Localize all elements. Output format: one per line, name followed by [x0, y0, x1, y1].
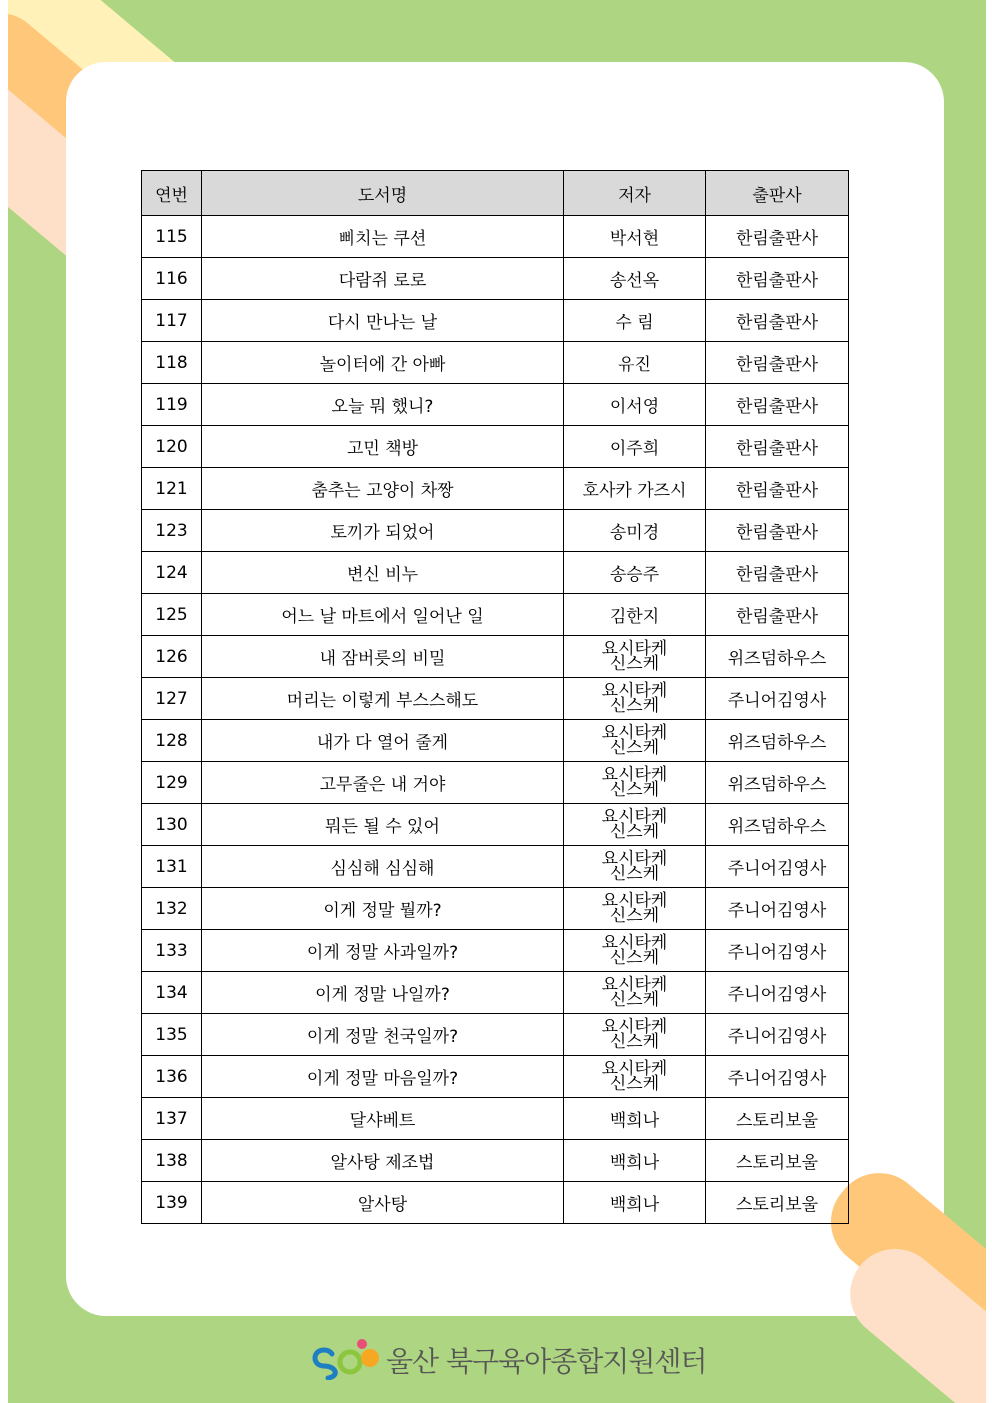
- table-row: [142, 720, 849, 762]
- cell-author: [564, 636, 706, 678]
- cell-publisher: 주니어김영사: [706, 972, 849, 1014]
- cell-author: 송승주: [564, 552, 706, 594]
- cell-title: 다람쥐 로로: [202, 258, 564, 300]
- cell-author: 백희나: [564, 1182, 706, 1224]
- cell-title: 내가 다 열어 줄게: [202, 720, 564, 762]
- cell-no: 134: [142, 972, 202, 1014]
- cell-no: 127: [142, 678, 202, 720]
- author-two-line: 요시타케 신스케: [601, 1058, 668, 1094]
- table-row: [142, 1140, 849, 1182]
- cell-publisher: 주니어김영사: [706, 1056, 849, 1098]
- cell-no: 117: [142, 300, 202, 342]
- table-row: [142, 216, 849, 258]
- table-row: [142, 972, 849, 1014]
- cell-publisher: 위즈덤하우스: [706, 720, 849, 762]
- cell-author: [564, 1014, 706, 1056]
- author-two-line: 요시타케 신스케: [601, 1016, 668, 1052]
- cell-publisher: 주니어김영사: [706, 1014, 849, 1056]
- cell-publisher: 한림출판사: [706, 552, 849, 594]
- cell-no: 130: [142, 804, 202, 846]
- header-publisher: 출판사: [706, 171, 849, 216]
- table-row: [142, 510, 849, 552]
- book-list-table: [141, 170, 849, 1224]
- table-row: [142, 468, 849, 510]
- cell-publisher: 스토리보울: [706, 1140, 849, 1182]
- footer: [0, 1330, 992, 1390]
- cell-no: 119: [142, 384, 202, 426]
- cell-publisher: 위즈덤하우스: [706, 762, 849, 804]
- author-two-line: 요시타케 신스케: [601, 848, 668, 884]
- author-two-line: 요시타케 신스케: [601, 932, 668, 968]
- table-body: [142, 216, 849, 1224]
- cell-title: 이게 정말 나일까?: [202, 972, 564, 1014]
- cell-author: 박서현: [564, 216, 706, 258]
- cell-publisher: 주니어김영사: [706, 930, 849, 972]
- table-row: [142, 930, 849, 972]
- cell-publisher: 한림출판사: [706, 510, 849, 552]
- cell-title: 뭐든 될 수 있어: [202, 804, 564, 846]
- cell-title: 놀이터에 간 아빠: [202, 342, 564, 384]
- table-row: [142, 1098, 849, 1140]
- table-row: [142, 804, 849, 846]
- cell-author: [564, 930, 706, 972]
- cell-publisher: 주니어김영사: [706, 888, 849, 930]
- cell-publisher: 한림출판사: [706, 426, 849, 468]
- cell-no: 128: [142, 720, 202, 762]
- cell-title: 고민 책방: [202, 426, 564, 468]
- cell-title: 달샤베트: [202, 1098, 564, 1140]
- cell-title: 알사탕: [202, 1182, 564, 1224]
- cell-publisher: 스토리보울: [706, 1098, 849, 1140]
- cell-no: 124: [142, 552, 202, 594]
- cell-author: 송미경: [564, 510, 706, 552]
- table-row: [142, 1056, 849, 1098]
- author-two-line: 요시타케 신스케: [601, 890, 668, 926]
- cell-publisher: 한림출판사: [706, 258, 849, 300]
- table-row: [142, 678, 849, 720]
- cell-publisher: 위즈덤하우스: [706, 804, 849, 846]
- cell-author: [564, 720, 706, 762]
- cell-no: 136: [142, 1056, 202, 1098]
- cell-no: 123: [142, 510, 202, 552]
- cell-title: 이게 정말 사과일까?: [202, 930, 564, 972]
- cell-no: 126: [142, 636, 202, 678]
- cell-publisher: 주니어김영사: [706, 846, 849, 888]
- cell-publisher: 한림출판사: [706, 300, 849, 342]
- cell-no: 118: [142, 342, 202, 384]
- author-two-line: 요시타케 신스케: [601, 764, 668, 800]
- cell-author: 송선옥: [564, 258, 706, 300]
- center-logo-icon: [310, 1336, 382, 1380]
- cell-no: 115: [142, 216, 202, 258]
- cell-title: 춤추는 고양이 차짱: [202, 468, 564, 510]
- cell-title: 이게 정말 마음일까?: [202, 1056, 564, 1098]
- cell-no: 116: [142, 258, 202, 300]
- table-row: [142, 594, 849, 636]
- cell-title: 삐치는 쿠션: [202, 216, 564, 258]
- cell-no: 139: [142, 1182, 202, 1224]
- cell-title: 오늘 뭐 했니?: [202, 384, 564, 426]
- cell-author: [564, 888, 706, 930]
- cell-no: 129: [142, 762, 202, 804]
- table-row: [142, 1014, 849, 1056]
- header-no: 연번: [142, 171, 202, 216]
- cell-title: 토끼가 되었어: [202, 510, 564, 552]
- table-row: [142, 342, 849, 384]
- author-two-line: 요시타케 신스케: [601, 722, 668, 758]
- cell-author: [564, 678, 706, 720]
- cell-publisher: 한림출판사: [706, 468, 849, 510]
- cell-title: 어느 날 마트에서 일어난 일: [202, 594, 564, 636]
- cell-author: 김한지: [564, 594, 706, 636]
- org-name: 울산 북구육아종합지원센터: [386, 1345, 707, 1378]
- header-author: 저자: [564, 171, 706, 216]
- cell-no: 121: [142, 468, 202, 510]
- cell-author: [564, 804, 706, 846]
- cell-no: 137: [142, 1098, 202, 1140]
- cell-author: [564, 1056, 706, 1098]
- cell-author: [564, 846, 706, 888]
- cell-title: 심심해 심심해: [202, 846, 564, 888]
- cell-publisher: 주니어김영사: [706, 678, 849, 720]
- cell-title: 이게 정말 천국일까?: [202, 1014, 564, 1056]
- cell-publisher: 스토리보울: [706, 1182, 849, 1224]
- table-row: [142, 300, 849, 342]
- cell-author: 백희나: [564, 1098, 706, 1140]
- cell-author: 이주희: [564, 426, 706, 468]
- cell-no: 131: [142, 846, 202, 888]
- cell-title: 다시 만나는 날: [202, 300, 564, 342]
- cell-title: 내 잠버릇의 비밀: [202, 636, 564, 678]
- cell-no: 120: [142, 426, 202, 468]
- cell-no: 133: [142, 930, 202, 972]
- cell-publisher: 한림출판사: [706, 384, 849, 426]
- cell-author: 호사카 가즈시: [564, 468, 706, 510]
- cell-publisher: 한림출판사: [706, 342, 849, 384]
- cell-title: 변신 비누: [202, 552, 564, 594]
- table-row: [142, 426, 849, 468]
- table-row: [142, 888, 849, 930]
- cell-no: 135: [142, 1014, 202, 1056]
- cell-no: 132: [142, 888, 202, 930]
- cell-author: 백희나: [564, 1140, 706, 1182]
- author-two-line: 요시타케 신스케: [601, 974, 668, 1010]
- table-row: [142, 552, 849, 594]
- table-row: [142, 1182, 849, 1224]
- cell-publisher: 위즈덤하우스: [706, 636, 849, 678]
- cell-title: 이게 정말 뭘까?: [202, 888, 564, 930]
- cell-title: 고무줄은 내 거야: [202, 762, 564, 804]
- cell-title: 알사탕 제조법: [202, 1140, 564, 1182]
- table-row: [142, 846, 849, 888]
- author-two-line: 요시타케 신스케: [601, 806, 668, 842]
- table-row: [142, 636, 849, 678]
- cell-no: 138: [142, 1140, 202, 1182]
- table-row: [142, 762, 849, 804]
- cell-author: [564, 972, 706, 1014]
- cell-title: 머리는 이렇게 부스스해도: [202, 678, 564, 720]
- cell-author: [564, 762, 706, 804]
- header-title: 도서명: [202, 171, 564, 216]
- table-row: [142, 258, 849, 300]
- cell-no: 125: [142, 594, 202, 636]
- cell-author: 이서영: [564, 384, 706, 426]
- table-row: [142, 384, 849, 426]
- cell-publisher: 한림출판사: [706, 216, 849, 258]
- cell-publisher: 한림출판사: [706, 594, 849, 636]
- cell-author: 수 림: [564, 300, 706, 342]
- author-two-line: 요시타케 신스케: [601, 638, 668, 674]
- author-two-line: 요시타케 신스케: [601, 680, 668, 716]
- table-header-row: [142, 171, 849, 216]
- cell-author: 유진: [564, 342, 706, 384]
